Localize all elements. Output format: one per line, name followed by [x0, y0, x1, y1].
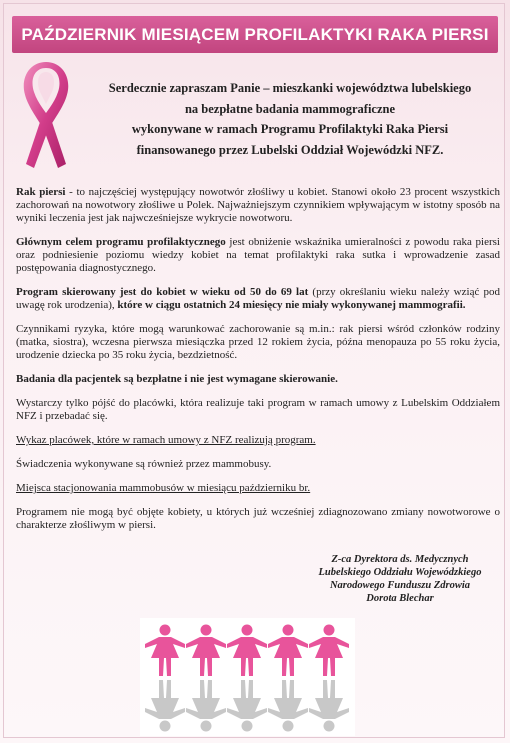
paragraph-target-group — [16, 286, 500, 312]
signature-line: Z-ca Dyrektora ds. Medycznych — [331, 554, 469, 565]
link-facilities-list[interactable]: Wykaz placówek, które w ramach umowy z NFZ realizują program. — [16, 434, 316, 446]
term-target-group: Program skierowany jest do kobiet w wieku od 50 do 69 lat — [16, 286, 309, 298]
header-banner — [12, 16, 498, 53]
paragraph-exclusions: Programem nie mogą być objęte kobiety, u których już wcześniej zdiagnozowano zmiany nowotworowe o charakterze złośliwym w piersi. — [16, 506, 500, 531]
signature-block — [300, 553, 500, 605]
signature-line: Lubelskiego Oddziału Wojewódzkiego — [318, 567, 482, 578]
pink-ribbon-icon — [16, 60, 76, 170]
paragraph-mammobus: Świadczenia wykonywane są również przez mammobusy. — [16, 458, 272, 470]
paragraph-text: (przy określaniu wieku należy wziąć pod uwagę rok urodzenia), — [16, 286, 500, 311]
signature-line: Narodowego Funduszu Zdrowia — [329, 580, 471, 591]
invitation-text — [80, 78, 500, 160]
paragraph-free-exams: Badania dla pacjentek są bezpłatne i nie jest wymagane skierowanie. — [16, 373, 338, 385]
article-body — [16, 186, 500, 543]
paragraph-text: jest obniżenie wskaźnika umieralności z powodu raka piersi oraz podniesienie poziomu wiedzy kobiet na temat profilaktyki raka sutka i wprowadzenie zasad postępowania diagnostycznego. — [16, 236, 500, 274]
term-breast-cancer: Rak piersi — [16, 186, 66, 198]
intro-line: Serdecznie zapraszam Panie – mieszkanki województwa lubelskiego — [108, 81, 472, 95]
paragraph-breast-cancer — [16, 186, 500, 225]
intro-line: finansowanego przez Lubelski Oddział Wojewódzki NFZ. — [136, 142, 444, 157]
term-program-goal: Głównym celem programu profilaktycznego — [16, 236, 226, 248]
paragraph-program-goal — [16, 236, 500, 275]
paragraph-risk-factors: Czynnikami ryzyka, które mogą warunkować zachorowanie są m.in.: rak piersi wśród członków rodziny (matka, siostra), wczesna pierwsza miesiączka przed 12 rokiem życia, późna menopauza po 55 roku życia, urodzenie dziecka po 35 roku życia, bezdzietność. — [16, 323, 500, 361]
page-title: PAŹDZIERNIK MIESIĄCEM PROFILAKTYKI RAKA PIERSI — [21, 25, 489, 44]
link-mammobus-locations[interactable]: Miejsca stacjonowania mammobusów w miesiącu październiku br. — [16, 482, 311, 494]
signature-line: Dorota Blechar — [366, 593, 434, 604]
women-chain-illustration — [140, 618, 355, 736]
intro-line: wykonywane w ramach Programu Profilaktyki Raka Piersi — [131, 122, 449, 136]
intro-line: na bezpłatne badania mammograficzne — [184, 101, 396, 116]
term-last-mammography: które w ciągu ostatnich 24 miesięcy nie miały wykonywanej mammografii. — [117, 299, 466, 311]
paragraph-how-to: Wystarczy tylko pójść do placówki, która realizuje taki program w ramach umowy z Lubelskim Oddziałem NFZ i przebadać się. — [16, 397, 500, 422]
paragraph-text: - to najczęściej występujący nowotwór złośliwy u kobiet. Stanowi około 23 procent wszystkich zachorowań na nowotwory złośliwe u Polek. Najważniejszym czynnikiem wpływającym w istotny sposób na wyniki leczenia jest jak najwcześniejsze wykrycie nowotworu. — [16, 186, 500, 224]
